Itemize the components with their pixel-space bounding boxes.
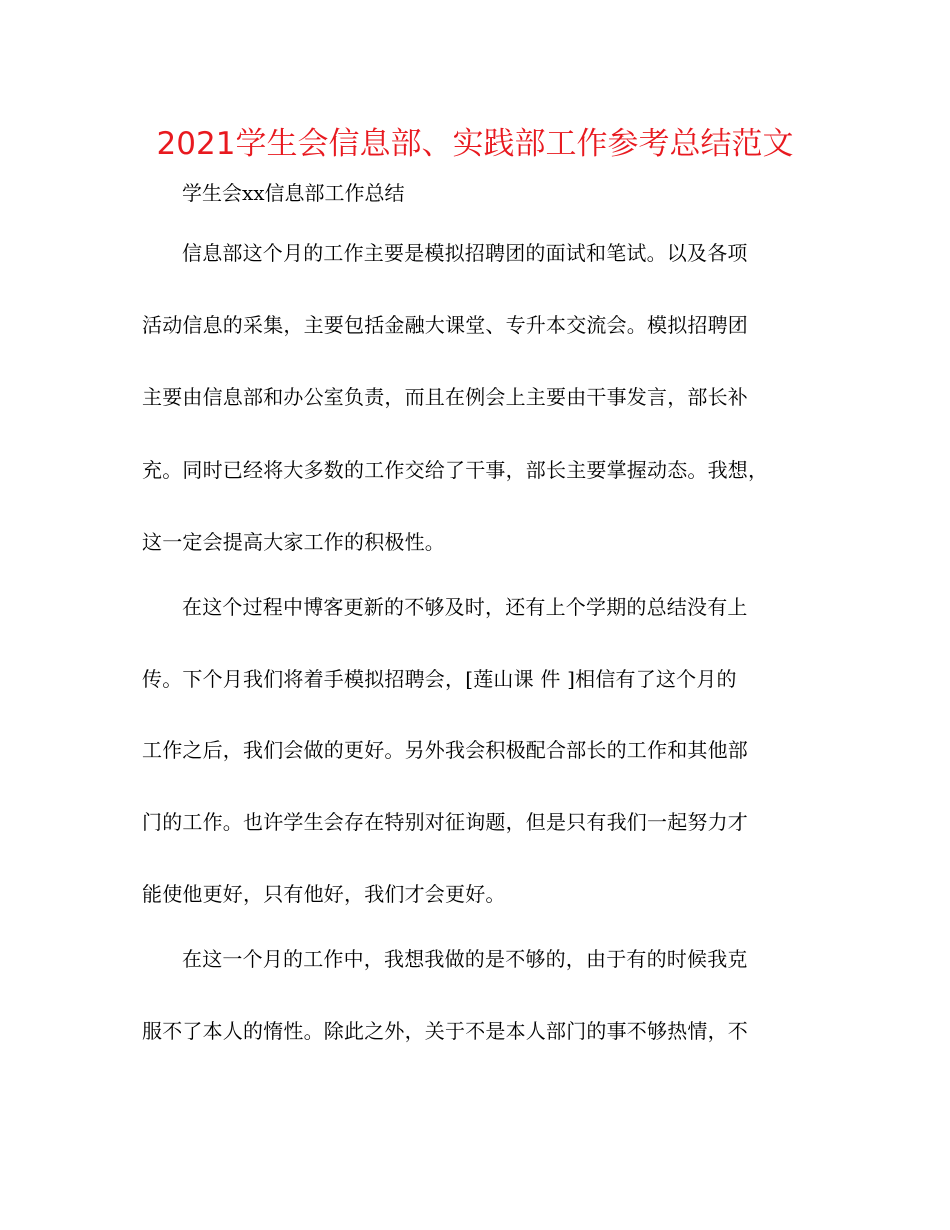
paragraph-1-line-2: 活动信息的采集，主要包括金融大课堂、专升本交流会。模拟招聘团 [142, 313, 748, 337]
paragraph-1-line-5: 这一定会提高大家工作的积极性。 [142, 530, 445, 554]
paragraph-2-line-3: 工作之后，我们会做的更好。另外我会积极配合部长的工作和其他部 [142, 738, 748, 762]
document-title: 2021学生会信息部、实践部工作参考总结范文 [156, 126, 794, 162]
paragraph-2-line-5: 能使他更好，只有他好，我们才会更好。 [142, 882, 506, 906]
paragraph-1-line-1: 信息部这个月的工作主要是模拟招聘团的面试和笔试。以及各项 [182, 241, 748, 265]
paragraph-1-line-4: 充。同时已经将大多数的工作交给了干事，部长主要掌握动态。我想， [142, 458, 769, 482]
paragraph-2-line-1: 在这个过程中博客更新的不够及时，还有上个学期的总结没有上 [182, 595, 748, 619]
paragraph-2-line-2: 传。下个月我们将着手模拟招聘会，[莲山课 件 ]相信有了这个月的 [142, 667, 737, 691]
document-subtitle: 学生会xx信息部工作总结 [182, 181, 405, 205]
paragraph-3-line-1: 在这一个月的工作中，我想我做的是不够的，由于有的时候我克 [182, 947, 748, 971]
paragraph-2-line-4: 门的工作。也许学生会存在特别对征询题，但是只有我们一起努力才 [142, 810, 748, 834]
paragraph-1-line-3: 主要由信息部和办公室负责，而且在例会上主要由干事发言，部长补 [142, 385, 748, 409]
paragraph-3-line-2: 服不了本人的惰性。除此之外，关于不是本人部门的事不够热情，不 [142, 1019, 748, 1043]
